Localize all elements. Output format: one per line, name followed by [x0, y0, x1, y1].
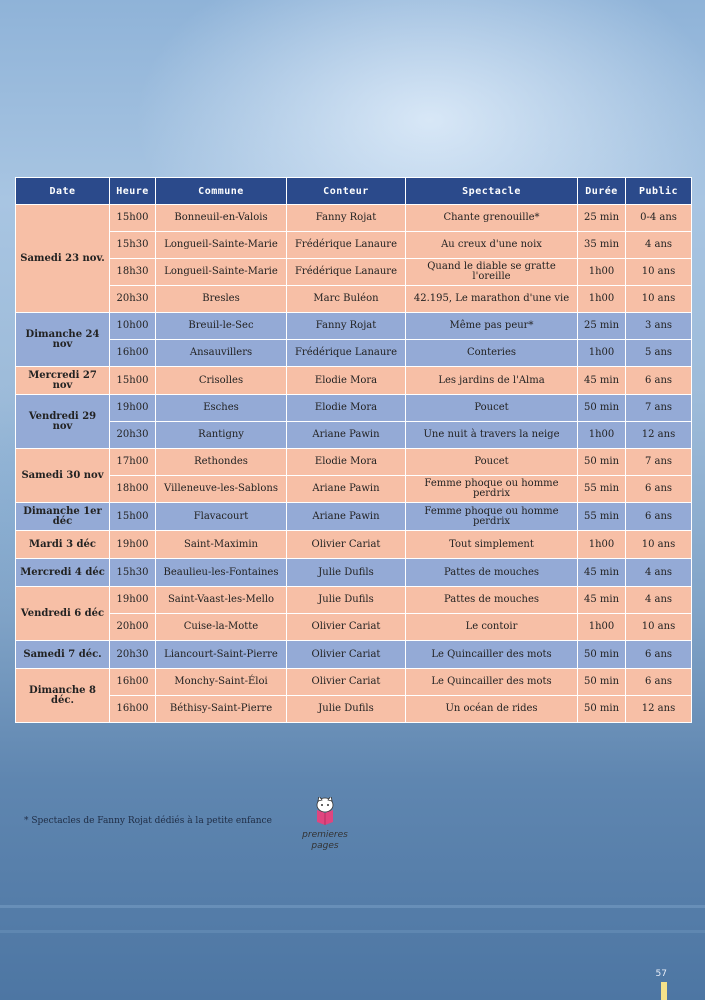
cell-spectacle: Le Quincailler des mots: [406, 669, 578, 696]
cell-heure: 20h30: [110, 422, 156, 449]
header-heure: Heure: [110, 178, 156, 205]
cell-duree: 1h00: [578, 259, 626, 286]
cell-conteur: Fanny Rojat: [287, 313, 406, 340]
cell-heure: 15h30: [110, 232, 156, 259]
cell-commune: Flavacourt: [156, 503, 287, 531]
cell-conteur: Julie Dufils: [287, 696, 406, 723]
cell-public: 4 ans: [626, 232, 692, 259]
cell-duree: 25 min: [578, 313, 626, 340]
cell-duree: 45 min: [578, 367, 626, 395]
cell-conteur: Olivier Cariat: [287, 641, 406, 669]
table-row: [16, 531, 692, 559]
cell-heure: 15h00: [110, 205, 156, 232]
cell-duree: 55 min: [578, 503, 626, 531]
cell-conteur: Elodie Mora: [287, 367, 406, 395]
cell-spectacle: Poucet: [406, 449, 578, 476]
table-row: [16, 422, 692, 449]
table-row: [16, 503, 692, 531]
cell-public: 6 ans: [626, 367, 692, 395]
cell-conteur: Olivier Cariat: [287, 614, 406, 641]
cell-heure: 18h30: [110, 259, 156, 286]
cell-spectacle: Conteries: [406, 340, 578, 367]
header-duree: Durée: [578, 178, 626, 205]
cell-date: Dimanche 1er déc: [16, 503, 110, 531]
cell-public: 10 ans: [626, 531, 692, 559]
table-row: [16, 232, 692, 259]
cell-spectacle: Une nuit à travers la neige: [406, 422, 578, 449]
cell-commune: Ansauvillers: [156, 340, 287, 367]
cell-duree: 1h00: [578, 340, 626, 367]
header-public: Public: [626, 178, 692, 205]
cell-spectacle: Le contoir: [406, 614, 578, 641]
cell-duree: 1h00: [578, 614, 626, 641]
cell-duree: 50 min: [578, 641, 626, 669]
cell-duree: 25 min: [578, 205, 626, 232]
table-header-row: [16, 178, 692, 205]
cell-public: 4 ans: [626, 587, 692, 614]
cell-commune: Villeneuve-les-Sablons: [156, 476, 287, 503]
table-row: [16, 587, 692, 614]
cell-duree: 50 min: [578, 696, 626, 723]
cell-heure: 19h00: [110, 587, 156, 614]
cell-heure: 17h00: [110, 449, 156, 476]
cell-commune: Bonneuil-en-Valois: [156, 205, 287, 232]
cell-conteur: Frédérique Lanaure: [287, 340, 406, 367]
background-light-streak: [0, 930, 705, 933]
cell-date: Mercredi 27 nov: [16, 367, 110, 395]
cell-duree: 1h00: [578, 531, 626, 559]
cell-date: Mardi 3 déc: [16, 531, 110, 559]
table-row: [16, 313, 692, 340]
cell-spectacle: Poucet: [406, 395, 578, 422]
cell-spectacle: Pattes de mouches: [406, 559, 578, 587]
cell-duree: 45 min: [578, 559, 626, 587]
cat-reading-book-icon: [293, 797, 357, 855]
cell-duree: 50 min: [578, 395, 626, 422]
cell-conteur: Ariane Pawin: [287, 503, 406, 531]
page-number: 57: [655, 969, 667, 979]
cell-conteur: Frédérique Lanaure: [287, 259, 406, 286]
cell-conteur: Ariane Pawin: [287, 422, 406, 449]
background-light-streak: [0, 905, 705, 908]
cell-conteur: Olivier Cariat: [287, 531, 406, 559]
table-row: [16, 476, 692, 503]
cell-public: 0-4 ans: [626, 205, 692, 232]
cell-duree: 50 min: [578, 449, 626, 476]
cell-commune: Esches: [156, 395, 287, 422]
cell-public: 12 ans: [626, 422, 692, 449]
cell-duree: 55 min: [578, 476, 626, 503]
cell-heure: 18h00: [110, 476, 156, 503]
cell-public: 12 ans: [626, 696, 692, 723]
page-accent-bar: [661, 982, 667, 1000]
cell-commune: Longueil-Sainte-Marie: [156, 259, 287, 286]
cell-conteur: Julie Dufils: [287, 587, 406, 614]
cell-public: 6 ans: [626, 476, 692, 503]
cell-commune: Rantigny: [156, 422, 287, 449]
cell-heure: 15h00: [110, 503, 156, 531]
header-commune: Commune: [156, 178, 287, 205]
cell-date: Vendredi 29 nov: [16, 395, 110, 449]
cell-heure: 20h30: [110, 641, 156, 669]
cell-date: Vendredi 6 déc: [16, 587, 110, 641]
cell-conteur: Fanny Rojat: [287, 205, 406, 232]
cell-conteur: Ariane Pawin: [287, 476, 406, 503]
cell-public: 3 ans: [626, 313, 692, 340]
cell-heure: 19h00: [110, 395, 156, 422]
cell-conteur: Marc Buléon: [287, 286, 406, 313]
table-row: [16, 614, 692, 641]
cell-spectacle: Pattes de mouches: [406, 587, 578, 614]
cell-heure: 20h30: [110, 286, 156, 313]
cell-duree: 1h00: [578, 286, 626, 313]
cell-conteur: Frédérique Lanaure: [287, 232, 406, 259]
cell-spectacle: Un océan de rides: [406, 696, 578, 723]
table-row: [16, 286, 692, 313]
cell-public: 10 ans: [626, 614, 692, 641]
cell-public: 6 ans: [626, 641, 692, 669]
cell-duree: 1h00: [578, 422, 626, 449]
cell-heure: 20h00: [110, 614, 156, 641]
cell-date: Dimanche 8 déc.: [16, 669, 110, 723]
schedule-table: [15, 177, 692, 723]
table-row: [16, 259, 692, 286]
cell-commune: Breuil-le-Sec: [156, 313, 287, 340]
header-date: Date: [16, 178, 110, 205]
cell-commune: Crisolles: [156, 367, 287, 395]
cell-commune: Monchy-Saint-Éloi: [156, 669, 287, 696]
table-row: [16, 367, 692, 395]
cell-conteur: Elodie Mora: [287, 449, 406, 476]
table-row: [16, 641, 692, 669]
header-spectacle: Spectacle: [406, 178, 578, 205]
cell-commune: Liancourt-Saint-Pierre: [156, 641, 287, 669]
cell-heure: 15h30: [110, 559, 156, 587]
cell-conteur: Olivier Cariat: [287, 669, 406, 696]
cell-heure: 15h00: [110, 367, 156, 395]
cell-public: 5 ans: [626, 340, 692, 367]
logo-text-line1: premieres: [302, 830, 348, 840]
cell-date: Samedi 23 nov.: [16, 205, 110, 313]
cell-conteur: Elodie Mora: [287, 395, 406, 422]
cell-spectacle: Quand le diable se gratte l'oreille: [406, 259, 578, 286]
cell-date: Mercredi 4 déc: [16, 559, 110, 587]
table-row: [16, 559, 692, 587]
cell-spectacle: Chante grenouille*: [406, 205, 578, 232]
cell-duree: 45 min: [578, 587, 626, 614]
cell-heure: 19h00: [110, 531, 156, 559]
cell-heure: 10h00: [110, 313, 156, 340]
table-row: [16, 340, 692, 367]
cell-heure: 16h00: [110, 340, 156, 367]
cell-commune: Cuise-la-Motte: [156, 614, 287, 641]
cell-commune: Longueil-Sainte-Marie: [156, 232, 287, 259]
cell-public: 6 ans: [626, 669, 692, 696]
cell-public: 4 ans: [626, 559, 692, 587]
cell-public: 10 ans: [626, 259, 692, 286]
cell-commune: Rethondes: [156, 449, 287, 476]
cell-spectacle: Au creux d'une noix: [406, 232, 578, 259]
cell-spectacle: 42.195, Le marathon d'une vie: [406, 286, 578, 313]
table-row: [16, 696, 692, 723]
cell-spectacle: Le Quincailler des mots: [406, 641, 578, 669]
cell-commune: Béthisy-Saint-Pierre: [156, 696, 287, 723]
cell-duree: 50 min: [578, 669, 626, 696]
table-row: [16, 449, 692, 476]
cell-duree: 35 min: [578, 232, 626, 259]
cell-date: Dimanche 24 nov: [16, 313, 110, 367]
cell-conteur: Julie Dufils: [287, 559, 406, 587]
cell-spectacle: Femme phoque ou homme perdrix: [406, 503, 578, 531]
cell-commune: Saint-Maximin: [156, 531, 287, 559]
cell-spectacle: Même pas peur*: [406, 313, 578, 340]
table-row: [16, 205, 692, 232]
table-row: [16, 395, 692, 422]
cell-commune: Saint-Vaast-les-Mello: [156, 587, 287, 614]
table-body: [16, 205, 692, 723]
cell-public: 10 ans: [626, 286, 692, 313]
cell-commune: Beaulieu-les-Fontaines: [156, 559, 287, 587]
cell-public: 6 ans: [626, 503, 692, 531]
cell-heure: 16h00: [110, 669, 156, 696]
header-conteur: Conteur: [287, 178, 406, 205]
cell-heure: 16h00: [110, 696, 156, 723]
logo-text-line2: pages: [311, 841, 339, 851]
table-row: [16, 669, 692, 696]
cell-date: Samedi 7 déc.: [16, 641, 110, 669]
footnote: * Spectacles de Fanny Rojat dédiés à la petite enfance: [24, 816, 272, 826]
cell-spectacle: Tout simplement: [406, 531, 578, 559]
cell-spectacle: Femme phoque ou homme perdrix: [406, 476, 578, 503]
cell-public: 7 ans: [626, 449, 692, 476]
cell-spectacle: Les jardins de l'Alma: [406, 367, 578, 395]
cell-public: 7 ans: [626, 395, 692, 422]
cell-date: Samedi 30 nov: [16, 449, 110, 503]
premieres-pages-logo: [293, 797, 357, 855]
cell-commune: Bresles: [156, 286, 287, 313]
